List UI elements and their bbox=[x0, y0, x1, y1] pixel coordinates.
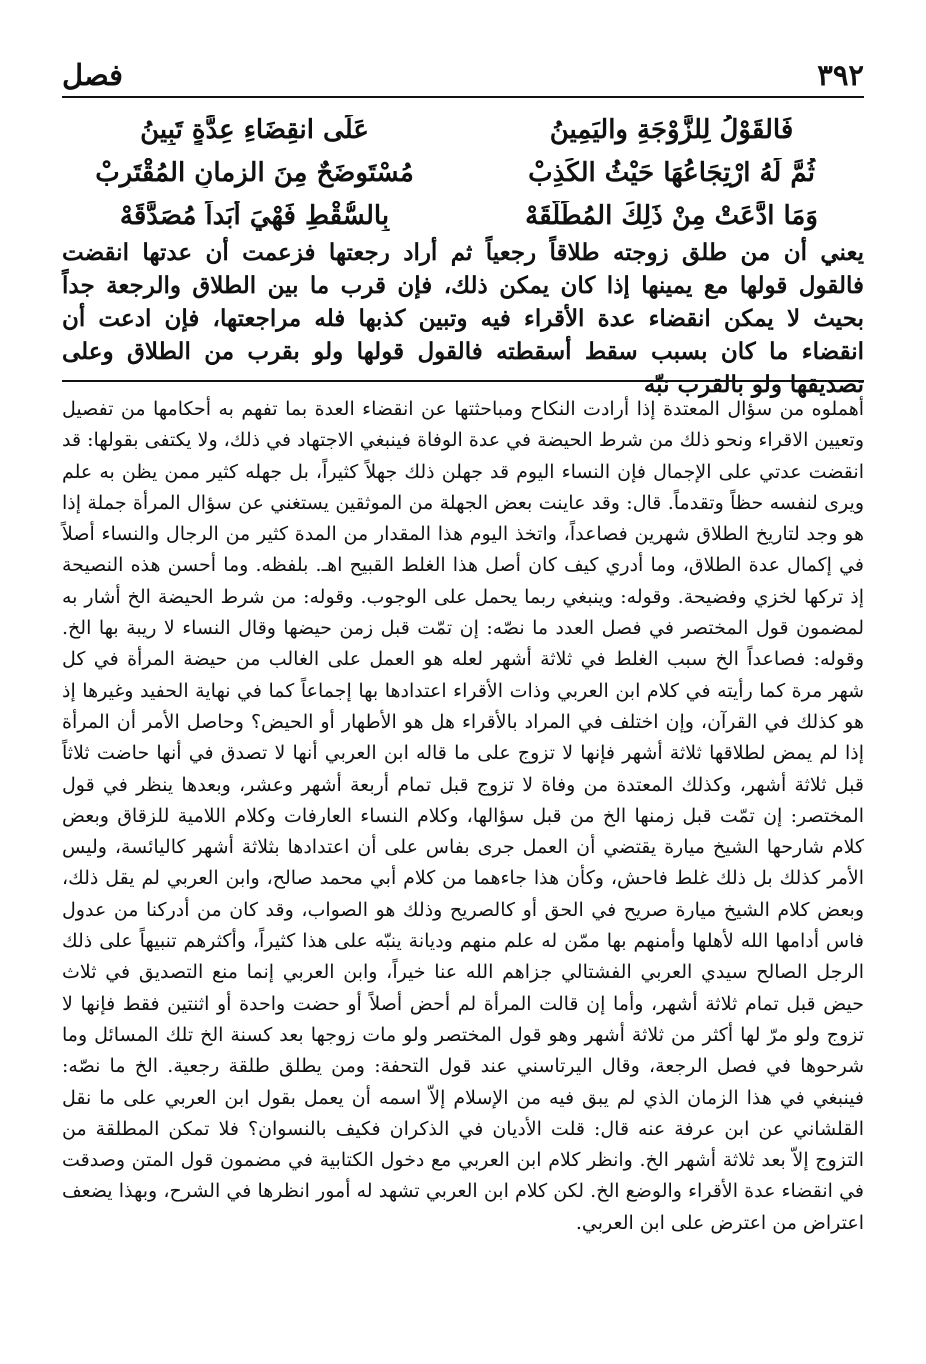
verse-first-hemistich: ثُمَّ لَهُ ارْتِجَاعُهَا حَيْثُ الكَذِبْ bbox=[528, 157, 815, 188]
verse-second-hemistich: مُسْتَوضَحٌ مِنَ الزمانِ المُقْتَرِبْ bbox=[95, 157, 414, 188]
verse-first-hemistich: فَالقَوْلُ لِلزَّوْجَةِ واليَمِينُ bbox=[549, 114, 794, 145]
poem-verses bbox=[62, 108, 864, 237]
verse-row bbox=[62, 194, 864, 237]
section-title: فصل bbox=[62, 58, 123, 92]
commentary-paragraph: يعني أن من طلق زوجته طلاقاً رجعياً ثم أراد رجعتها فزعمت أن عدتها انقضت فالقول قولها مع يمينها إذا كان يمكن ذلك، فإن قرب ما بين الطلاق والرجعة جداً بحيث لا يمكن انقضاء عدة الأقراء فيه وتبين كذبها فله مراجعتها، فإن ادعت أن انقضاء ما كان بسبب سقط أسقطته فالقول قولها ولو بقرب من الطلاق وعلى تصديقها ولو بالقرب نبّه bbox=[62, 239, 864, 398]
footnote-text bbox=[62, 394, 864, 1239]
verse-first-hemistich: وَمَا ادَّعَتْ مِنْ ذَلِكَ المُطَلَّقَهْ bbox=[525, 200, 818, 231]
footnote-paragraph: أهملوه من سؤال المعتدة إذا أرادت النكاح ومباحثتها عن انقضاء العدة بما تفهم به أحكامها من تفصيل وتعيين الاقراء ونحو ذلك من شرط الحيضة في عدة الوفاة فينبغي الاجتهاد في ذلك، ولا يكتفى بقولها: قد انقضت عدتي على الإجمال فإن النساء اليوم قد جهلن ذلك جهلاً كثيراً، بل جهله كثير ممن يظن به علم ويرى لنفسه حظاً وتقدماً. قال: وقد عاينت بعض الجهلة من الموثقين يستغني عن سؤال المرأة جملة إذا هو وجد لتاريخ الطلاق شهرين فصاعداً، واتخذ اليوم هذا المقدار من المدة كثير من الرجال والنساء أصلاً في إكمال عدة الطلاق، وما أدري كيف كان أصل هذا الغلط القبيح اهـ. بلفظه. وما أحسن هذه النصيحة إذ تركها لخزي وفضيحة. وقوله: وينبغي ربما يحمل على الوجوب. وقوله: من شرط الحيضة الخ أشار به لمضمون قول المختصر في فصل العدد ما نصّه: إن تمّت قبل زمن حيضها وقال النساء لا ريبة بها الخ. وقوله: فصاعداً الخ سبب الغلط في ثلاثة أشهر لعله هو العمل على الغالب من حيضة المرأة في كل شهر مرة كما رأيته في كلام ابن العربي وذات الأقراء اعتدادها بها إجماعاً كما في نهاية الحفيد وغيرها إذ هو كذلك في القرآن، وإن اختلف في المراد بالأقراء هل هو الأطهار أو الحيض؟ وحاصل الأمر أن المرأة إذا لم يمض لطلاقها ثلاثة أشهر فإنها لا تزوج على ما قاله ابن العربي أنها لا تصدق في أنها حاضت ثلاثاً قبل ثلاثة أشهر، وكذلك المعتدة من وفاة لا تزوج قبل تمام أربعة أشهر وعشر، وبعدها ينظر في قول المختصر: إن تمّت قبل زمنها الخ من قبل سؤالها، وكلام النساء العارفات وكلام اللامية للزقاق وبعض كلام شارحها الشيخ ميارة يقتضي أن العمل جرى بفاس على أن اعتدادها بثلاثة أشهر كاليائسة، وليس الأمر كذلك بل ذلك غلط فاحش، وكأن هذا جاءهما من كلام أبي محمد صالح، وابن العربي لم يقل ذلك، وبعض كلام الشيخ ميارة صريح في الحق أو كالصريح وذلك هو الصواب، وقد كان من أدركنا من عدول فاس أدامها الله لأهلها وأمنهم بها ممّن له علم منهم وديانة ينبّه على هذا كثيراً، وأكثرهم تنبيهاً على ذلك الرجل الصالح سيدي العربي الفشتالي جزاهم الله عنا خيراً، وابن العربي إنما منع التصديق في ثلاث حيض قبل تمام ثلاثة أشهر، وأما إن قالت المرأة لم أحض أصلاً أو حضت واحدة أو اثنتين فقط فإنها لا تزوج ولو مرّ لها أكثر من ثلاثة أشهر وهو قول المختصر ولو مات زوجها بعد كسنة الخ تلك المسائل وما شرحوها في فصل الرجعة، وقال اليرتاسني عند قول التحفة: ومن يطلق طلقة رجعية. الخ ما نصّه: فينبغي في هذا الزمان الذي لم يبق فيه من الإسلام إلاّ اسمه أن يعمل بقول ابن العربي على ما نقل القلشاني عن ابن عرفة عنه قال: قلت الأديان في الذكران فكيف بالنسوان؟ فلا تمكن المطلقة من التزوج إلاّ بعد ثلاثة أشهر الخ. وانظر كلام ابن العربي مع دخول الكتابية في مضمون قول المتن وصدقت في انقضاء عدة الأقراء والوضع الخ. لكن كلام ابن العربي تشهد له أمور انظرها في الشرح، وبهذا يضعف اعتراض من اعترض على ابن العربي. bbox=[62, 398, 864, 1234]
footnote-divider bbox=[62, 380, 864, 382]
page-header bbox=[62, 52, 864, 98]
page-number: ٣٩٢ bbox=[817, 58, 864, 92]
commentary-text bbox=[62, 236, 864, 401]
verse-row bbox=[62, 108, 864, 151]
verse-second-hemistich: عَلَى انقِضَاءِ عِدَّةٍ تَبِينُ bbox=[140, 114, 369, 145]
verse-row bbox=[62, 151, 864, 194]
verse-second-hemistich: بِالسُّقْطِ فَهْيَ أبَداً مُصَدَّقَهْ bbox=[119, 200, 390, 231]
